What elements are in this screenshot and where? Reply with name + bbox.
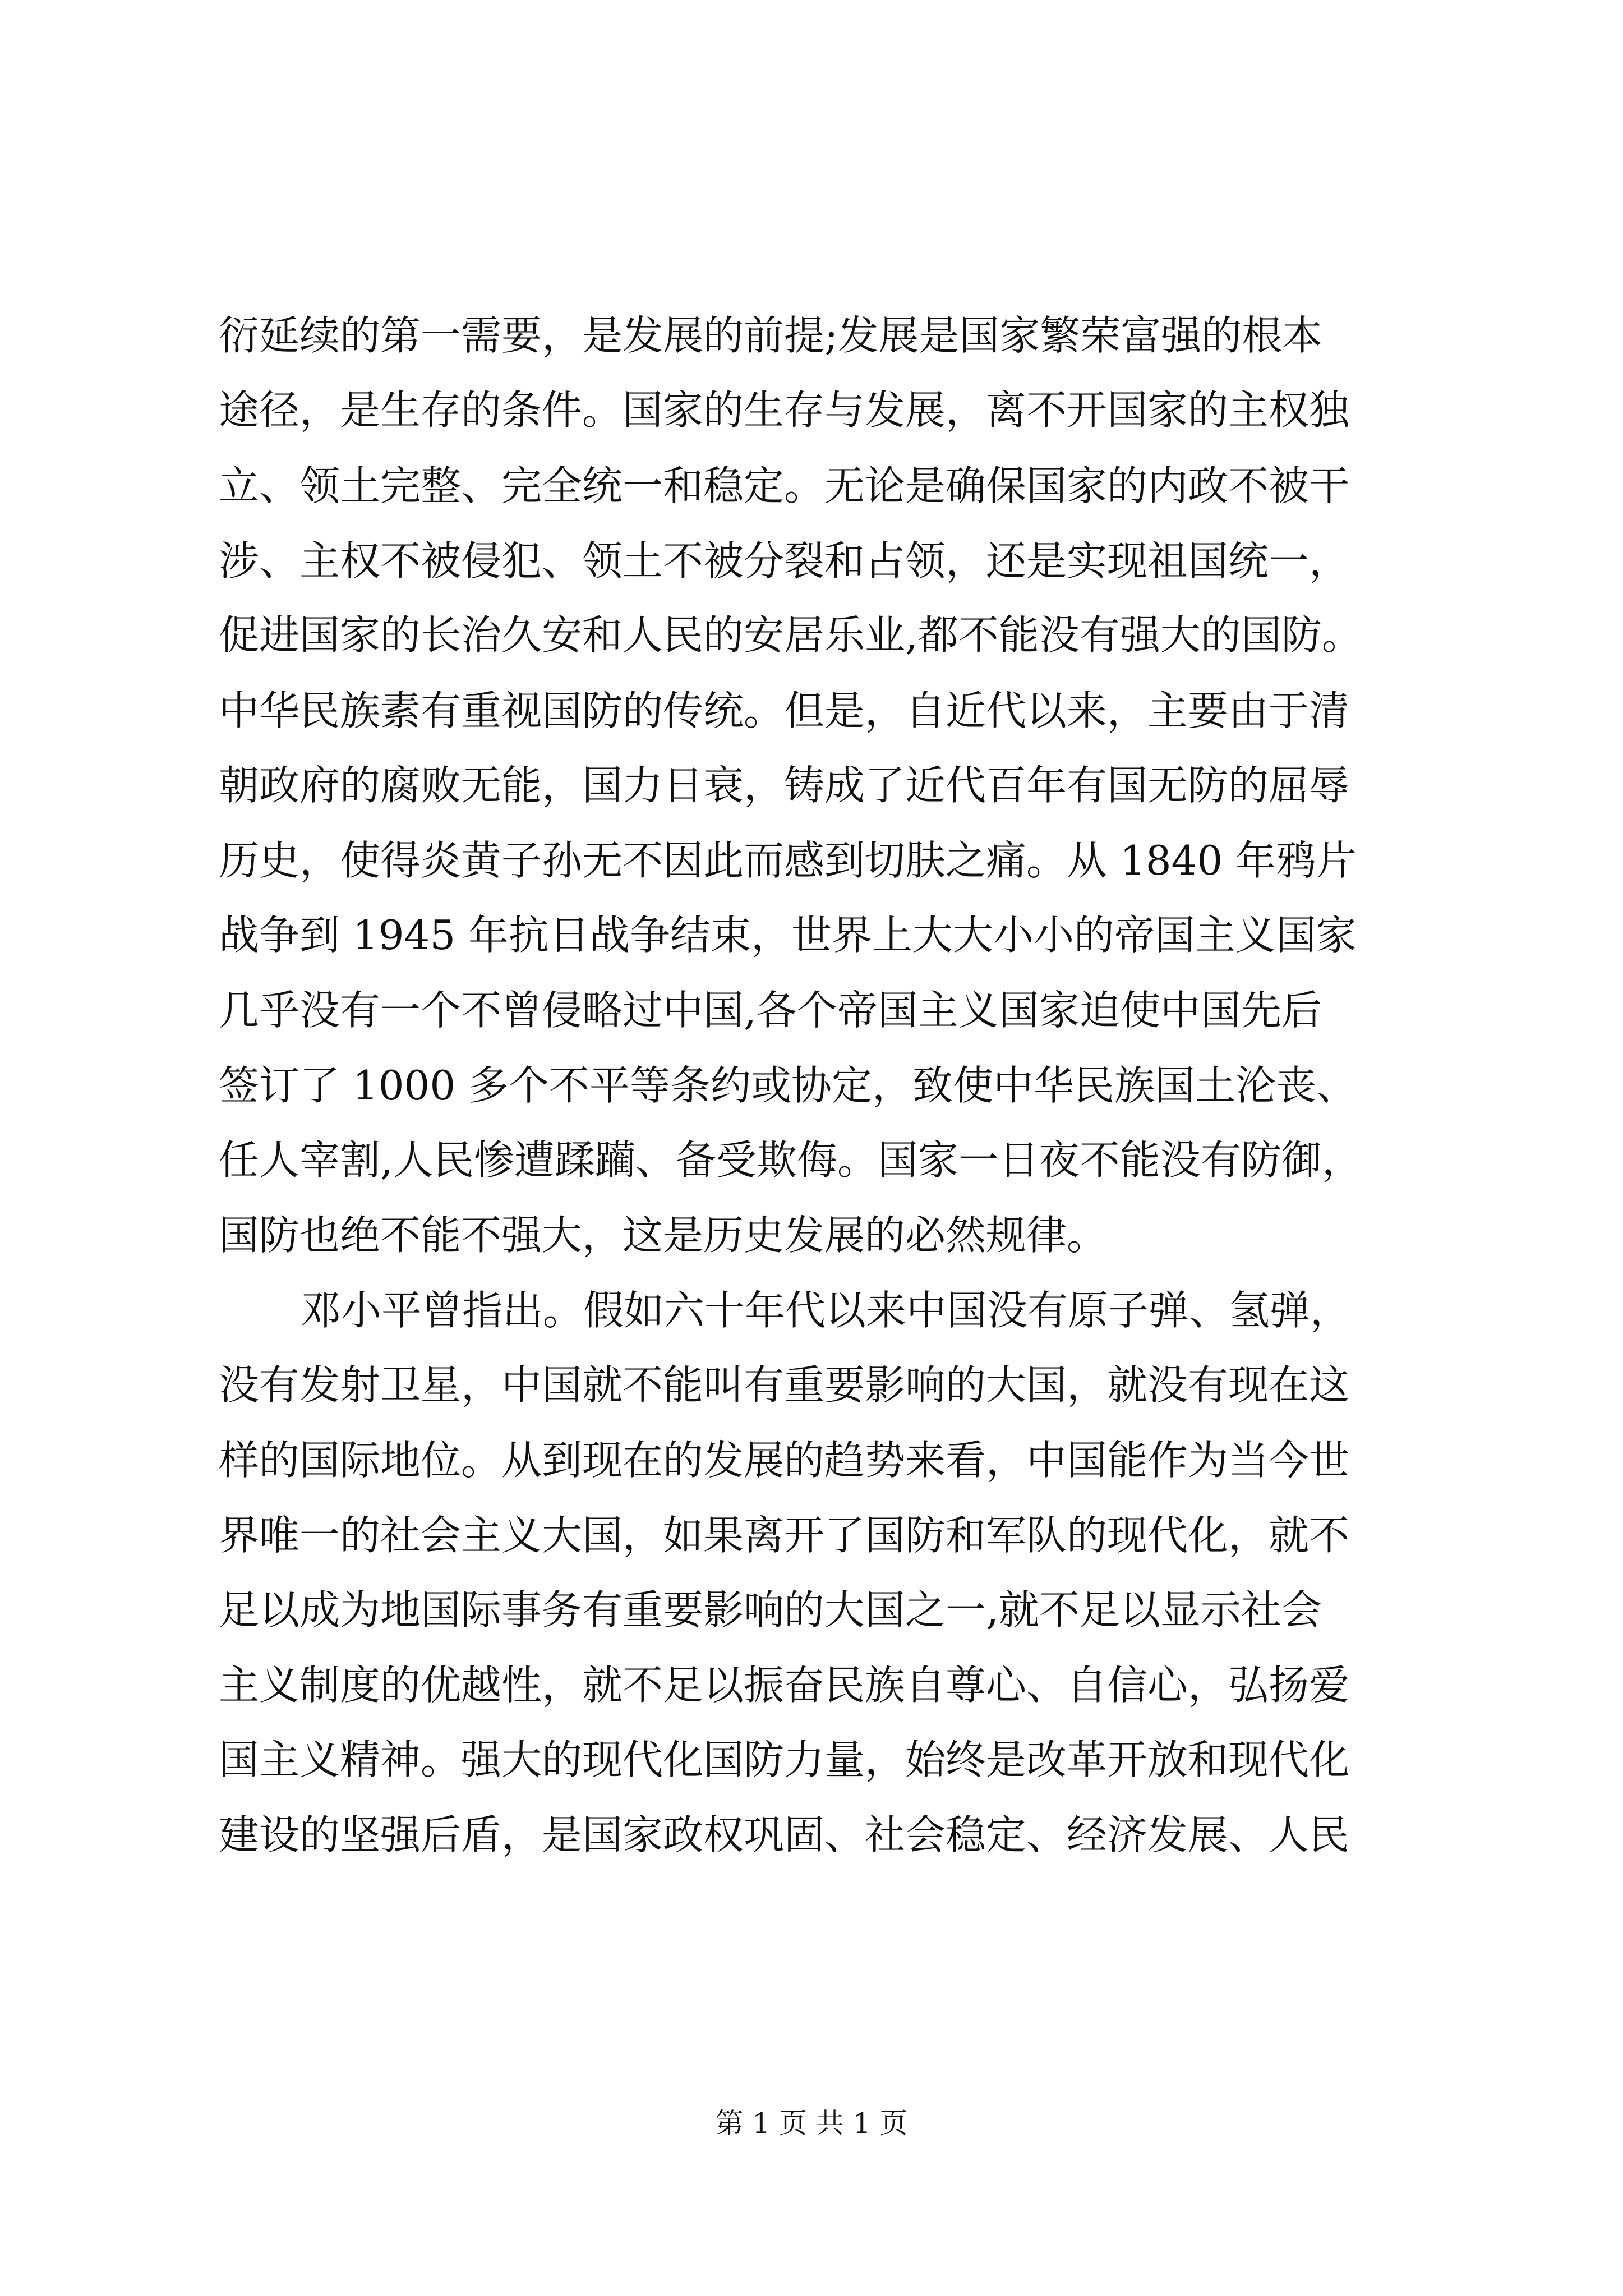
text-line: 几乎没有一个不曾侵略过中国,各个帝国主义国家迫使中国先后 <box>219 987 1322 1034</box>
text-line: 界唯一的社会主义大国，如果离开了国防和军队的现代化，就不 <box>219 1512 1350 1559</box>
text-line: 立、领土完整、完全统一和稳定。无论是确保国家的内政不被干 <box>219 462 1350 509</box>
text-line: 途径，是生存的条件。国家的生存与发展，离不开国家的主权独 <box>219 386 1350 434</box>
paragraph-first-line: 邓小平曾指出。假如六十年代以来中国没有原子弹、氢弹， <box>301 1287 1351 1334</box>
text-line: 样的国际地位。从到现在的发展的趋势来看，中国能作为当今世 <box>219 1437 1350 1484</box>
text-line: 建设的坚强后盾，是国家政权巩固、社会稳定、经济发展、人民 <box>219 1811 1350 1858</box>
text-line: 历史，使得炎黄子孙无不因此而感到切肤之痛。从 1840 年鸦片 <box>219 837 1357 884</box>
text-line: 任人宰割,人民惨遭蹂躏、备受欺侮。国家一日夜不能没有防御， <box>219 1137 1362 1184</box>
text-line: 国防也绝不能不强大，这是历史发展的必然规律。 <box>219 1212 1108 1259</box>
page-number-footer: 第 1 页 共 1 页 <box>715 2107 908 2139</box>
text-line: 国主义精神。强大的现代化国防力量，始终是改革开放和现代化 <box>219 1736 1350 1783</box>
text-line: 战争到 1945 年抗日战争结束，世界上大大小小的帝国主义国家 <box>219 912 1357 959</box>
text-line: 朝政府的腐败无能，国力日衰，铸成了近代百年有国无防的屈辱 <box>219 762 1350 809</box>
text-line: 签订了 1000 多个不平等条约或协定，致使中华民族国土沦丧、 <box>219 1062 1357 1109</box>
text-line: 没有发射卫星，中国就不能叫有重要影响的大国，就没有现在这 <box>219 1361 1350 1409</box>
text-line: 衍延续的第一需要，是发展的前提;发展是国家繁荣富强的根本 <box>219 312 1323 359</box>
text-line: 促进国家的长治久安和人民的安居乐业,都不能没有强大的国防。 <box>219 611 1362 659</box>
text-line: 足以成为地国际事务有重要影响的大国之一,就不足以显示社会 <box>219 1586 1322 1634</box>
text-line: 中华民族素有重视国防的传统。但是，自近代以来，主要由于清 <box>219 687 1350 734</box>
text-line: 涉、主权不被侵犯、领土不被分裂和占领，还是实现祖国统一， <box>219 537 1350 585</box>
text-line: 主义制度的优越性，就不足以振奋民族自尊心、自信心，弘扬爱 <box>219 1662 1350 1709</box>
